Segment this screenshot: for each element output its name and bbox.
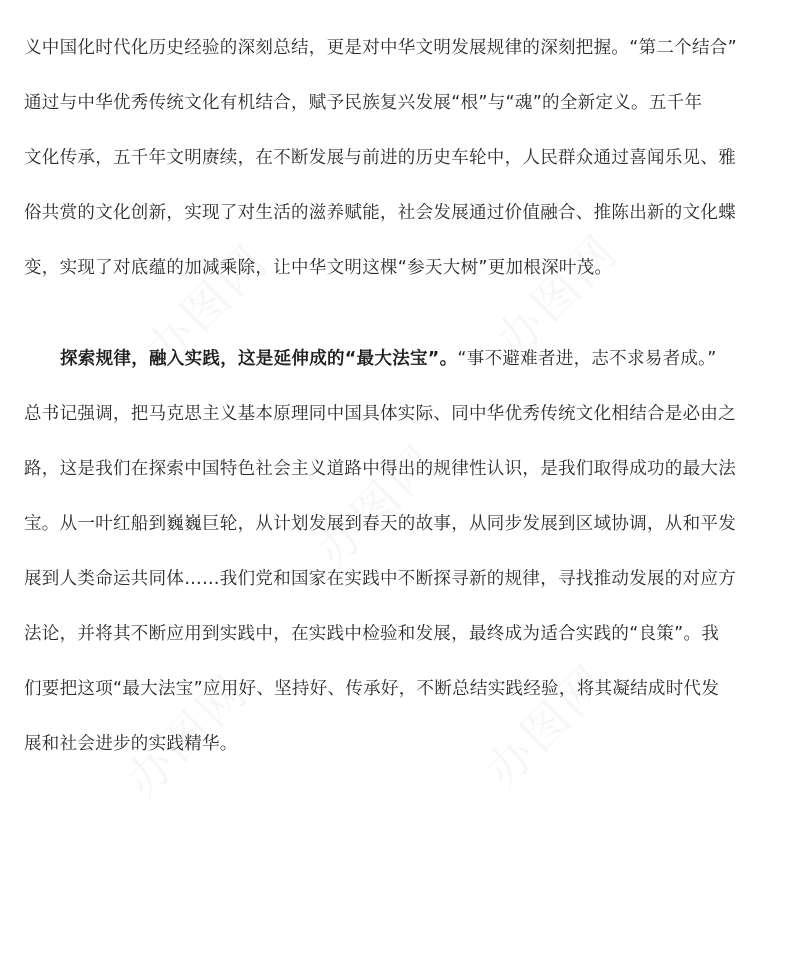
watermark <box>469 647 622 800</box>
text-line: 路，这是我们在探索中国特色社会主义道路中得出的规律性认识，是我们取得成功的最大法 <box>24 459 736 479</box>
text-line: 总书记强调，把马克思主义基本原理同中国具体实际、同中华优秀传统文化相结合是必由之 <box>24 404 736 424</box>
text-line: 文化传承，五千年文明赓续，在不断发展与前进的历史车轮中，人民群众通过喜闻乐见、雅 <box>24 148 736 168</box>
watermark <box>299 427 452 580</box>
text-line: 展到人类命运共同体……我们党和国家在实践中不断探寻新的规律，寻找推动发展的对应方 <box>24 569 736 589</box>
paragraph-first-line <box>60 344 780 374</box>
text-line: 变，实现了对底蕴的加减乘除，让中华文明这棵“参天大树”更加根深叶茂。 <box>24 258 613 278</box>
paragraph-heading: 探索规律，融入实践，这是延伸成的“最大法宝”。 <box>60 349 458 369</box>
text-line: 俗共赏的文化创新，实现了对生活的滋养赋能，社会发展通过价值融合、推陈出新的文化蝶 <box>24 203 736 223</box>
text-line: 们要把这项“最大法宝”应用好、坚持好、传承好，不断总结实践经验，将其凝结成时代发 <box>24 679 720 699</box>
text-line: 展和社会进步的实践精华。 <box>24 734 238 754</box>
quote-text: “事不避难者进，志不求易者成。” <box>457 349 717 369</box>
text-line: 法论，并将其不断应用到实践中，在实践中检验和发展，最终成为适合实践的“良策”。我 <box>24 624 720 644</box>
text-line: 通过与中华优秀传统文化有机结合，赋予民族复兴发展“根”与“魂”的全新定义。五千年 <box>24 93 703 113</box>
text-line: 宝。从一叶红船到巍巍巨轮，从计划发展到春天的故事，从同步发展到区域协调，从和平发 <box>24 514 736 534</box>
text-line: 义中国化时代化历史经验的深刻总结，更是对中华文明发展规律的深刻把握。“第二个结合” <box>24 38 737 58</box>
